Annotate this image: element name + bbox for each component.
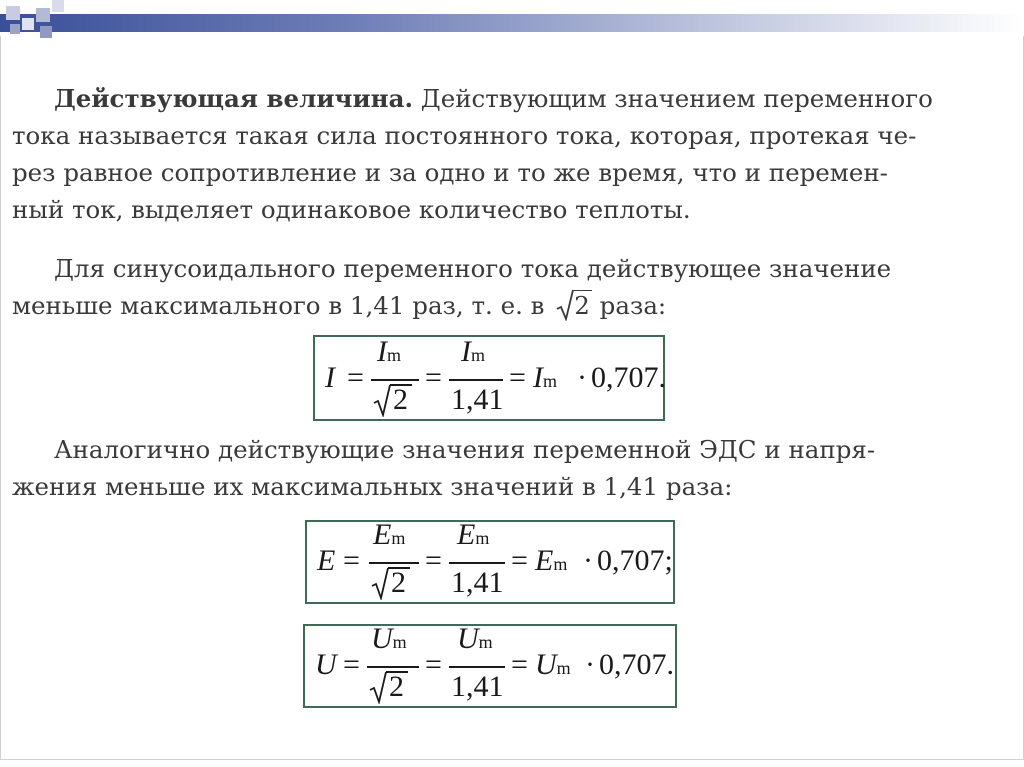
decor-square (6, 6, 20, 20)
equals: = (343, 648, 360, 681)
num-sub: m (392, 632, 407, 652)
equals: = (425, 648, 442, 681)
equals: = (425, 544, 442, 577)
sqrt-arg: 2 (391, 566, 406, 599)
decor-square (22, 18, 34, 30)
factor: 0,707 (599, 648, 667, 681)
num-sub: m (471, 345, 486, 365)
text-line: жения меньше их максимальных значений в 1,41 раза: (12, 472, 733, 501)
num-sub: m (387, 345, 402, 365)
fraction-bar (449, 562, 505, 564)
num-symbol: E (457, 518, 476, 551)
sqrt-icon (371, 566, 389, 600)
num-symbol: I (377, 335, 387, 368)
denominator: 1,41 (451, 566, 504, 599)
num-symbol: U (371, 622, 393, 655)
formula-emf (305, 520, 675, 604)
equals: = (347, 361, 364, 394)
dot: · (577, 361, 587, 394)
header-bar (0, 14, 1024, 32)
end-mark: . (666, 648, 674, 681)
text-line: Для синусоидального переменного тока действующее значение (54, 254, 892, 283)
num-symbol: E (373, 518, 392, 551)
decor-square (52, 0, 64, 12)
sqrt-icon (556, 289, 574, 321)
symbol: I (325, 361, 335, 394)
sqrt-icon (373, 383, 391, 417)
sub: m (543, 371, 558, 391)
sub: m (556, 658, 571, 678)
factor: 0,707 (591, 361, 659, 394)
fraction-bar (367, 666, 419, 668)
symbol: I (533, 361, 543, 394)
text: раза: (599, 291, 667, 320)
equals: = (509, 361, 526, 394)
decor-square (10, 24, 20, 34)
symbol: E (317, 544, 336, 577)
fraction-bar (371, 379, 419, 381)
equals: = (511, 648, 528, 681)
formula-voltage (303, 624, 677, 708)
sqrt-arg: 2 (389, 670, 404, 703)
text: Действующим значением переменного (420, 84, 933, 113)
text-line: рез равное сопротивление и за одно и то же время, что и перемен- (12, 158, 888, 187)
decor-square (36, 8, 50, 22)
sqrt-inline (556, 287, 592, 324)
text: меньше максимального в 1,41 раз, т. е. в (12, 291, 545, 320)
fraction-bar (449, 666, 505, 668)
equals: = (511, 544, 528, 577)
factor: 0,707 (597, 544, 665, 577)
num-symbol: U (457, 622, 479, 655)
sqrt-icon (369, 670, 387, 704)
symbol: U (535, 648, 557, 681)
equals: = (425, 361, 442, 394)
sqrt-arg: 2 (393, 383, 408, 416)
end-mark: ; (664, 544, 673, 577)
symbol: U (315, 648, 337, 681)
symbol: E (535, 544, 554, 577)
text-line: ный ток, выделяет одинаковое количество теплоты. (12, 195, 691, 224)
dot: · (583, 544, 593, 577)
sub: m (553, 554, 568, 574)
fraction-bar (369, 562, 419, 564)
denominator: 1,41 (451, 383, 504, 416)
num-symbol: I (461, 335, 471, 368)
text-line: Аналогично действующие значения переменной ЭДС и напря- (54, 435, 876, 464)
dot: · (585, 648, 595, 681)
text-line: тока называется такая сила постоянного тока, которая, протекая че- (12, 121, 917, 150)
num-sub: m (475, 528, 490, 548)
sqrt-arg: 2 (574, 291, 590, 320)
denominator: 1,41 (451, 670, 504, 703)
end-mark: . (658, 361, 666, 394)
term-bold: Действующая величина. (54, 84, 413, 113)
fraction-bar (449, 379, 503, 381)
formula-current (313, 335, 665, 421)
num-sub: m (391, 528, 406, 548)
equals: = (343, 544, 360, 577)
num-sub: m (478, 632, 493, 652)
